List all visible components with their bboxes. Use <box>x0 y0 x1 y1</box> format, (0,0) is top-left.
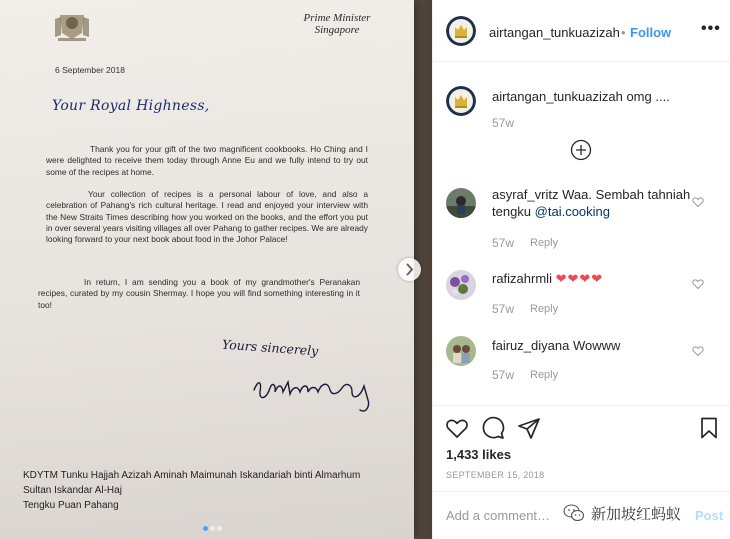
user-photo-icon <box>446 336 476 366</box>
carousel-dot <box>203 526 208 531</box>
avatar[interactable] <box>446 188 476 218</box>
post-comment-button[interactable]: Post <box>695 508 724 523</box>
heart-emojis: ❤❤❤❤ <box>555 271 604 286</box>
like-heart-icon[interactable] <box>445 416 469 440</box>
comment-body: Waa. Sembah tahniah tengku <box>492 187 691 219</box>
share-paper-plane-icon[interactable] <box>517 416 541 440</box>
letter-paragraph: Your collection of recipes is a personal labour of love, and also a celebration of Pahang's rich cultural heritage. I read and enjoyed your interview with the New Straits Times describing how you worked on the books, and the effort you put in over several years visiting villages all over Pahang to gather recipes. We are already looking forward to your next book about food in the Johor Palace! <box>46 189 368 245</box>
comment-body: omg .... <box>626 89 670 104</box>
carousel-next-button[interactable] <box>398 258 421 281</box>
crown-avatar-icon <box>446 16 476 46</box>
mention-link[interactable]: @tai.cooking <box>534 204 611 219</box>
crown-avatar-icon <box>446 86 476 116</box>
letterhead-country: Singapore <box>314 24 360 36</box>
chevron-right-icon <box>398 258 421 281</box>
letter-salutation: Your Royal Highness, <box>52 98 210 114</box>
comment-age[interactable]: 57w <box>492 236 515 250</box>
comment-age[interactable]: 57w <box>492 302 515 316</box>
user-photo-icon <box>446 188 476 218</box>
comment-username[interactable]: airtangan_tunkuazizah <box>492 89 623 104</box>
wechat-icon <box>563 503 585 523</box>
letter-addressee <box>23 468 360 513</box>
crest-icon <box>52 9 92 43</box>
post-header <box>433 0 730 62</box>
post-author-username[interactable]: airtangan_tunkuazizah <box>489 25 620 40</box>
avatar[interactable] <box>446 270 476 300</box>
post-date[interactable]: SEPTEMBER 15, 2018 <box>446 470 545 480</box>
comment-age[interactable]: 57w <box>492 368 515 382</box>
caption-text <box>492 88 722 105</box>
post-sidebar <box>432 0 730 539</box>
bookmark-icon[interactable] <box>697 416 721 440</box>
letter-paragraph: Thank you for your gift of the two magnificent cookbooks. Ho Ching and I were delighted to receive them today through Anne Eu and we fully intend to try out some of the recipes at home. <box>46 144 368 177</box>
carousel-dot <box>217 526 222 531</box>
comment-text <box>492 270 692 287</box>
like-comment-heart-icon[interactable] <box>692 278 704 290</box>
reply-button[interactable]: Reply <box>530 369 559 381</box>
reply-button[interactable]: Reply <box>530 237 559 249</box>
carousel-indicator <box>203 518 224 536</box>
flowers-avatar-icon <box>446 270 476 300</box>
post-actions <box>433 405 730 485</box>
comment-age[interactable]: 57w <box>492 116 515 130</box>
letterhead <box>282 12 392 36</box>
load-more-comments-icon[interactable] <box>570 139 592 161</box>
avatar[interactable] <box>446 16 476 46</box>
letter-paragraph: In return, I am sending you a book of my grandmother's Peranakan recipes, curated by my cousin Shermay. I hope you will find something interesting in it too! <box>38 277 360 310</box>
comment-username[interactable]: rafizahrmli <box>492 271 552 286</box>
watermark <box>563 500 681 526</box>
follow-button[interactable]: Follow <box>630 25 672 40</box>
comment-bubble-icon[interactable] <box>481 416 505 440</box>
like-comment-heart-icon[interactable] <box>692 196 704 208</box>
carousel-dot <box>210 526 215 531</box>
addressee-line: Sultan Iskandar Al-Haj <box>23 485 122 496</box>
likes-count[interactable]: 1,433 likes <box>446 447 512 462</box>
handwritten-signature <box>248 370 383 418</box>
separator-dot: • <box>621 25 626 40</box>
comment-text <box>492 186 692 220</box>
letter-closing: Yours sincerely <box>221 336 319 359</box>
avatar[interactable] <box>446 86 476 116</box>
comment-username[interactable]: fairuz_diyana <box>492 338 570 353</box>
addressee-line: Tengku Puan Pahang <box>23 500 119 511</box>
watermark-text: 新加坡红蚂蚁 <box>591 504 682 523</box>
like-comment-heart-icon[interactable] <box>692 345 704 357</box>
comment-text <box>492 337 692 354</box>
add-comment-bar <box>433 491 730 539</box>
letter-date: 6 September 2018 <box>55 65 125 75</box>
comment-body: Wowww <box>572 338 621 353</box>
letterhead-title: Prime Minister <box>303 12 371 24</box>
addressee-line: KDYTM Tunku Hajjah Azizah Aminah Maimunah Iskandariah binti Almarhum <box>23 470 361 481</box>
comment-username[interactable]: asyraf_vritz <box>492 187 559 202</box>
avatar[interactable] <box>446 336 476 366</box>
reply-button[interactable]: Reply <box>530 303 559 315</box>
more-options-icon[interactable]: ••• <box>701 20 721 37</box>
